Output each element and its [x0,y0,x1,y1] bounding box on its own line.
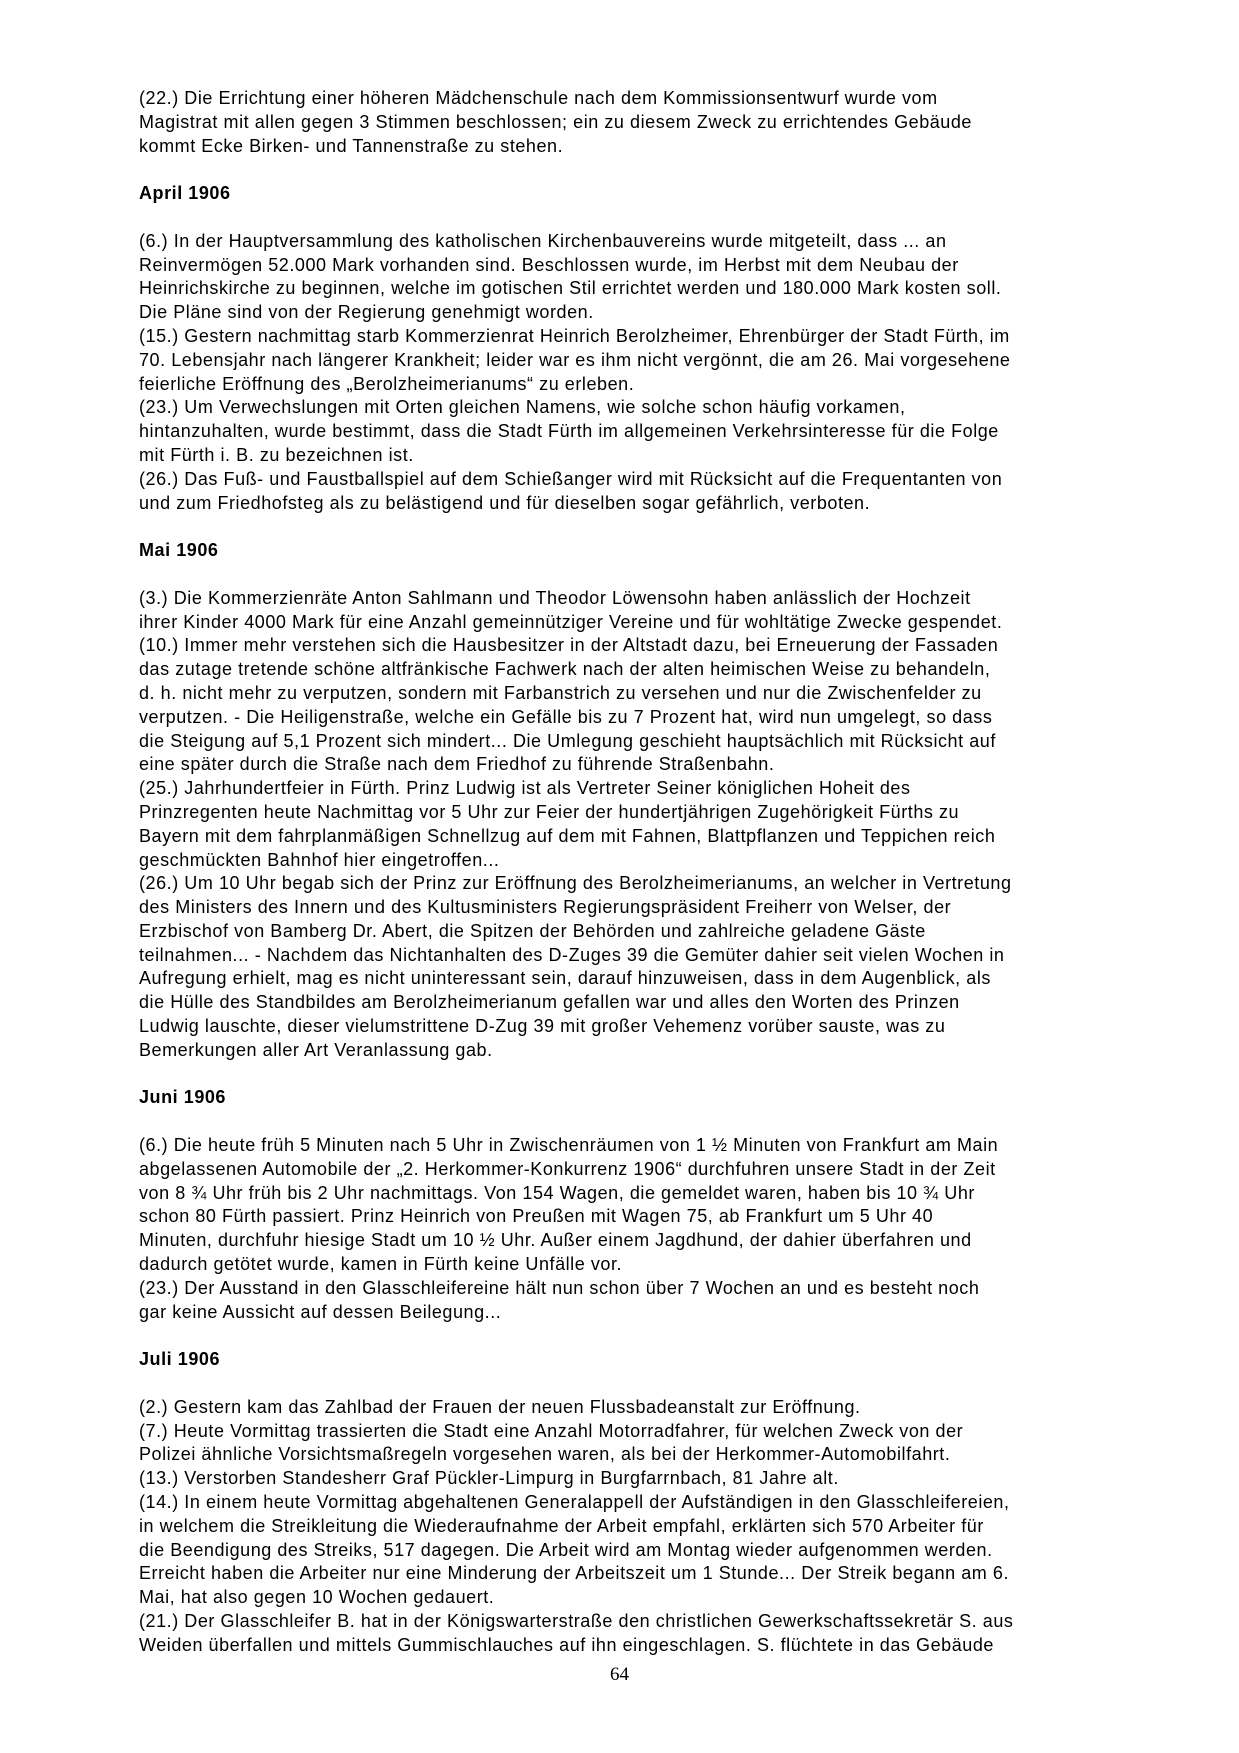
paragraph [139,587,1179,635]
text-line: Mai, hat also gegen 10 Wochen gedauert. [139,1587,495,1608]
text-line: Bayern mit dem fahrplanmäßigen Schnellzug auf dem mit Fahnen, Blattpflanzen und Teppichen reich [139,825,996,846]
paragraph [139,87,1179,158]
text-line: das zutage tretende schöne altfränkische Fachwerk nach der alten heimischen Weise zu behandeln, [139,659,991,680]
text-line: (6.) Die heute früh 5 Minuten nach 5 Uhr in Zwischenräumen von 1 ½ Minuten von Frankfurt am Main [139,1135,999,1156]
text-line: Weiden überfallen und mittels Gummischlauches auf ihn eingeschlagen. S. flüchtete in das Gebäude [139,1634,994,1655]
text-line: (23.) Um Verwechslungen mit Orten gleichen Namens, wie solche schon häufig vorkamen, [139,397,906,418]
text-line: Magistrat mit allen gegen 3 Stimmen beschlossen; ein zu diesem Zweck zu errichtendes Gebäude [139,111,972,132]
text-line: Die Pläne sind von der Regierung genehmigt worden. [139,302,594,323]
text-line: Polizei ähnliche Vorsichtsmaßregeln vorgesehen waren, als bei der Herkommer-Automobilfahrt. [139,1444,951,1465]
paragraph [139,1277,1179,1325]
text-line: Reinvermögen 52.000 Mark vorhanden sind. Beschlossen wurde, im Herbst mit dem Neubau der [139,254,959,275]
text-line: (15.) Gestern nachmittag starb Kommerzienrat Heinrich Berolzheimer, Ehrenbürger der Stadt Fürth, im [139,325,1010,346]
text-line: in welchem die Streikleitung die Wiederaufnahme der Arbeit empfahl, erklärten sich 570 Arbeiter für [139,1515,984,1536]
text-line: (13.) Verstorben Standesherr Graf Pückler-Limpurg in Burgfarrnbach, 81 Jahre alt. [139,1468,839,1489]
text-line: Ludwig lauschte, dieser vielumstrittene D-Zug 39 mit großer Vehemenz vorüber sauste, was zu [139,1016,946,1037]
text-line: kommt Ecke Birken- und Tannenstraße zu stehen. [139,135,564,156]
page-number: 64 [610,1664,629,1685]
month-heading: Juni 1906 [139,1087,226,1108]
text-line: Erreicht haben die Arbeiter nur eine Minderung der Arbeitszeit um 1 Stunde... Der Streik begann am 6. [139,1563,1010,1584]
text-line: (25.) Jahrhundertfeier in Fürth. Prinz Ludwig ist als Vertreter Seiner königlichen Hoheit des [139,778,911,799]
text-line: Heinrichskirche zu beginnen, welche im gotischen Stil errichtet werden und 180.000 Mark kosten soll. [139,278,1002,299]
paragraph [139,634,1179,777]
text-line: (14.) In einem heute Vormittag abgehaltenen Generalappell der Aufständigen in den Glasschleifereien, [139,1492,1010,1513]
paragraph [139,1396,1179,1420]
text-line: dadurch getötet wurde, kamen in Fürth keine Unfälle vor. [139,1254,623,1275]
text-line: Minuten, durchfuhr hiesige Stadt um 10 ½ Uhr. Außer einem Jagdhund, der dahier überfahren und [139,1230,972,1251]
text-line: mit Fürth i. B. zu bezeichnen ist. [139,444,414,465]
text-line: (23.) Der Ausstand in den Glasschleifereine hält nun schon über 7 Wochen an und es besteht noch [139,1277,980,1298]
paragraph [139,1420,1179,1468]
paragraph [139,1610,1179,1658]
text-line: Erzbischof von Bamberg Dr. Abert, die Spitzen der Behörden und zahlreiche geladene Gäste [139,920,926,941]
text-line: geschmückten Bahnhof hier eingetroffen... [139,849,500,870]
text-line: (10.) Immer mehr verstehen sich die Hausbesitzer in der Altstadt dazu, bei Erneuerung der Fassaden [139,635,999,656]
text-line: d. h. nicht mehr zu verputzen, sondern mit Farbanstrich zu versehen und nur die Zwischenfelder zu [139,682,982,703]
document-body [139,87,1179,1658]
text-line: und zum Friedhofsteg als zu belästigend und für dieselben sogar gefährlich, verboten. [139,492,871,513]
text-line: (22.) Die Errichtung einer höheren Mädchenschule nach dem Kommissionsentwurf wurde vom [139,88,938,108]
month-heading: Juli 1906 [139,1349,221,1370]
text-line: gar keine Aussicht auf dessen Beilegung... [139,1301,502,1322]
text-line: hintanzuhalten, wurde bestimmt, dass die Stadt Fürth im allgemeinen Verkehrsinteresse für die Folge [139,421,999,442]
text-line: Prinzregenten heute Nachmittag vor 5 Uhr zur Feier der hundertjährigen Zugehörigkeit Fürths zu [139,801,960,822]
text-line: (21.) Der Glasschleifer B. hat in der Königswarterstraße den christlichen Gewerkschaftssekretär S. aus [139,1611,1014,1631]
month-heading: April 1906 [139,183,231,204]
text-line: Aufregung erhielt, mag es nicht uninteressant sein, darauf hinzuweisen, dass in dem Augenblick, als [139,968,991,989]
text-line: des Ministers des Innern und des Kultusministers Regierungspräsident Freiherr von Welser, der [139,897,952,918]
text-line: (3.) Die Kommerzienräte Anton Sahlmann und Theodor Löwensohn haben anlässlich der Hochzeit [139,587,971,608]
text-line: ihrer Kinder 4000 Mark für eine Anzahl gemeinnütziger Vereine und für wohltätige Zwecke gespendet. [139,611,1003,632]
paragraph [139,1467,1179,1491]
paragraph [139,1491,1179,1610]
text-line: (26.) Das Fuß- und Faustballspiel auf dem Schießanger wird mit Rücksicht auf die Frequentanten von [139,468,1003,489]
month-heading: Mai 1906 [139,540,219,561]
text-line: die Hülle des Standbildes am Berolzheimerianum gefallen war und alles den Worten des Prinzen [139,992,960,1013]
text-line: eine später durch die Straße nach dem Friedhof zu führende Straßenbahn. [139,754,775,775]
text-line: (7.) Heute Vormittag trassierten die Stadt eine Anzahl Motorradfahrer, für welchen Zweck von der [139,1420,964,1441]
paragraph [139,1134,1179,1277]
paragraph [139,468,1179,516]
paragraph [139,777,1179,872]
text-line: Bemerkungen aller Art Veranlassung gab. [139,1039,493,1060]
text-line: von 8 ¾ Uhr früh bis 2 Uhr nachmittags. Von 154 Wagen, die gemeldet waren, haben bis 10 ¾ Uhr [139,1182,975,1203]
text-line: 70. Lebensjahr nach längerer Krankheit; leider war es ihm nicht vergönnt, die am 26. Mai vorgesehene [139,349,1011,370]
paragraph [139,872,1179,1062]
text-line: abgelassenen Automobile der „2. Herkommer-Konkurrenz 1906“ durchfuhren unsere Stadt in der Zeit [139,1158,996,1179]
text-line: verputzen. - Die Heiligenstraße, welche ein Gefälle bis zu 7 Prozent hat, wird nun umgelegt, so dass [139,706,993,727]
paragraph [139,230,1179,325]
text-line: (6.) In der Hauptversammlung des katholischen Kirchenbauvereins wurde mitgeteilt, dass ... an [139,230,947,251]
text-line: die Steigung auf 5,1 Prozent sich mindert... Die Umlegung geschieht hauptsächlich mit Rücksicht auf [139,730,996,751]
text-line: die Beendigung des Streiks, 517 dagegen. Die Arbeit wird am Montag wieder aufgenommen werden. [139,1539,993,1560]
text-line: (26.) Um 10 Uhr begab sich der Prinz zur Eröffnung des Berolzheimerianums, an welcher in Vertretung [139,873,1012,894]
text-line: schon 80 Fürth passiert. Prinz Heinrich von Preußen mit Wagen 75, ab Frankfurt um 5 Uhr 40 [139,1206,934,1227]
text-line: teilnahmen... - Nachdem das Nichtanhalten des D-Zuges 39 die Gemüter dahier seit vielen Wochen in [139,944,1005,965]
text-line: feierliche Eröffnung des „Berolzheimerianums“ zu erleben. [139,373,635,394]
paragraph [139,396,1179,467]
text-line: (2.) Gestern kam das Zahlbad der Frauen der neuen Flussbadeanstalt zur Eröffnung. [139,1396,861,1417]
paragraph [139,325,1179,396]
